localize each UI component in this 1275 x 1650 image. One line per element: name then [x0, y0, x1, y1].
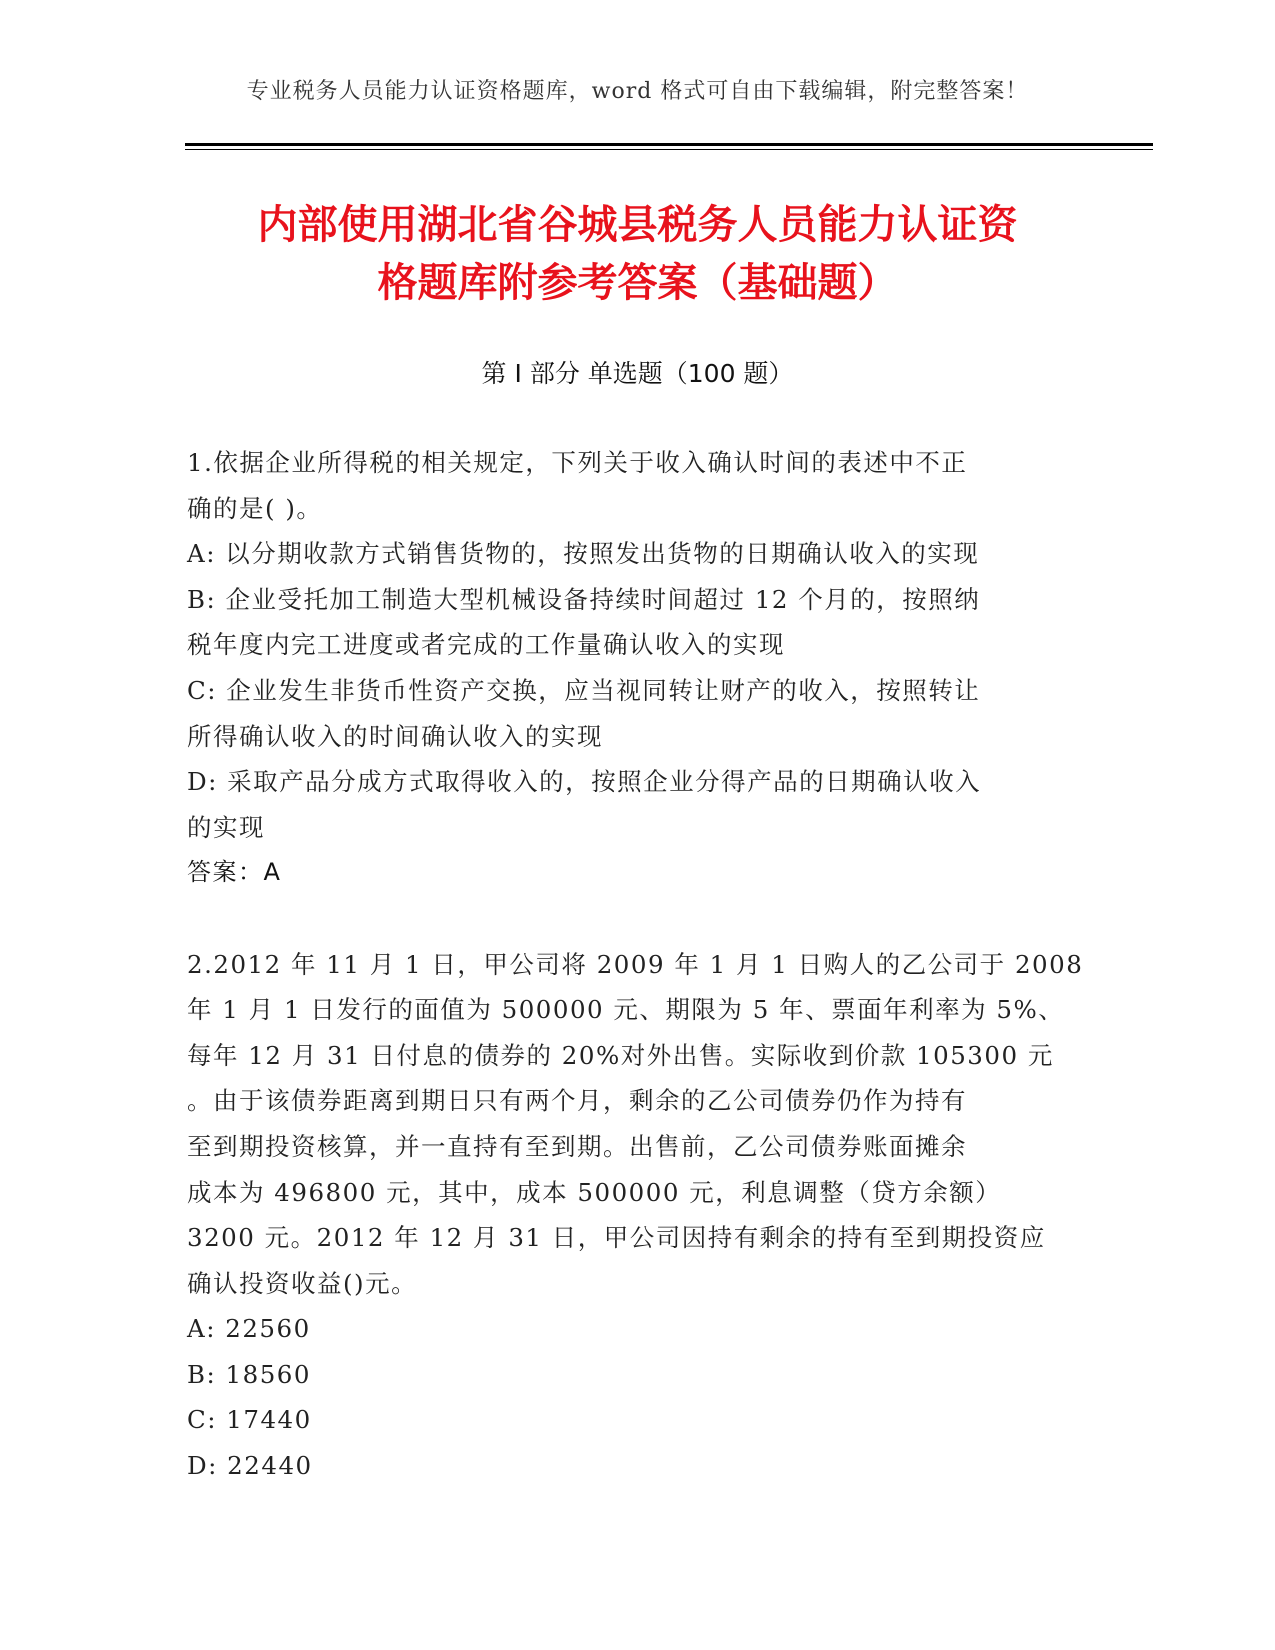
question-stem-line: 每年 12 月 31 日付息的债券的 20%对外出售。实际收到价款 105300 元 — [187, 1040, 1054, 1070]
option-c — [187, 1397, 1067, 1443]
question-stem-line: 确的是( )。 — [187, 493, 323, 523]
option-line: 的实现 — [187, 812, 265, 842]
option-line: A: 以分期收款方式销售货物的，按照发出货物的日期确认收入的实现 — [187, 539, 980, 569]
option-d — [187, 759, 1067, 850]
option-d — [187, 1443, 1067, 1489]
option-line: B: 18560 — [187, 1359, 311, 1389]
option-a — [187, 531, 1067, 577]
option-line: C: 企业发生非货币性资产交换，应当视同转让财产的收入，按照转让 — [187, 675, 981, 705]
document-title-line: 内部使用湖北省谷城县税务人员能力认证资 — [257, 202, 1018, 248]
option-b — [187, 577, 1067, 668]
option-line: 所得确认收入的时间确认收入的实现 — [187, 721, 603, 751]
question-list — [187, 440, 1084, 1489]
option-line: A: 22560 — [187, 1314, 311, 1344]
question-stem-line: 2.2012 年 11 月 1 日，甲公司将 2009 年 1 月 1 日购人的乙公司于 2008 — [187, 949, 1084, 979]
question-2 — [187, 942, 1084, 1489]
question-spacer — [187, 896, 1067, 942]
question-stem-line: 确认投资收益()元。 — [187, 1268, 418, 1298]
option-line: D: 22440 — [187, 1451, 313, 1481]
option-line: B: 企业受托加工制造大型机械设备持续时间超过 12 个月的，按照纳 — [187, 584, 981, 614]
question-stem-line: 1.依据企业所得税的相关规定，下列关于收入确认时间的表述中不正 — [187, 448, 968, 477]
question-stem-line: 至到期投资核算，并一直持有至到期。出售前，乙公司债券账面摊余 — [187, 1131, 967, 1161]
document-title-line: 格题库附参考答案（基础题） — [377, 260, 898, 306]
question-stem-line: 年 1 月 1 日发行的面值为 500000 元、期限为 5 年、票面年利率为 5%、 — [187, 995, 1065, 1025]
header-rule-thin — [185, 149, 1153, 150]
page-header: 专业税务人员能力认证资格题库，word 格式可自由下载编辑，附完整答案！ — [246, 79, 1029, 104]
answer: 答案：A — [187, 858, 282, 887]
question-stem-line: 。由于该债券距离到期日只有两个月，剩余的乙公司债券仍作为持有 — [187, 1086, 967, 1116]
option-c — [187, 668, 1067, 759]
option-line: 税年度内完工进度或者完成的工作量确认收入的实现 — [187, 630, 785, 660]
section-title: 第 I 部分 单选题（100 题） — [481, 359, 794, 388]
option-a — [187, 1306, 1067, 1352]
document-title — [150, 196, 1125, 312]
option-line: C: 17440 — [187, 1405, 312, 1435]
question-stem-line: 成本为 496800 元，其中，成本 500000 元，利息调整（贷方余额） — [187, 1177, 1002, 1207]
option-line: D: 采取产品分成方式取得收入的，按照企业分得产品的日期确认收入 — [187, 767, 982, 797]
option-b — [187, 1352, 1067, 1398]
header-rule-thick — [185, 143, 1153, 146]
question-stem-line: 3200 元。2012 年 12 月 31 日，甲公司因持有剩余的持有至到期投资应 — [187, 1223, 1046, 1253]
question-1 — [187, 440, 1067, 896]
